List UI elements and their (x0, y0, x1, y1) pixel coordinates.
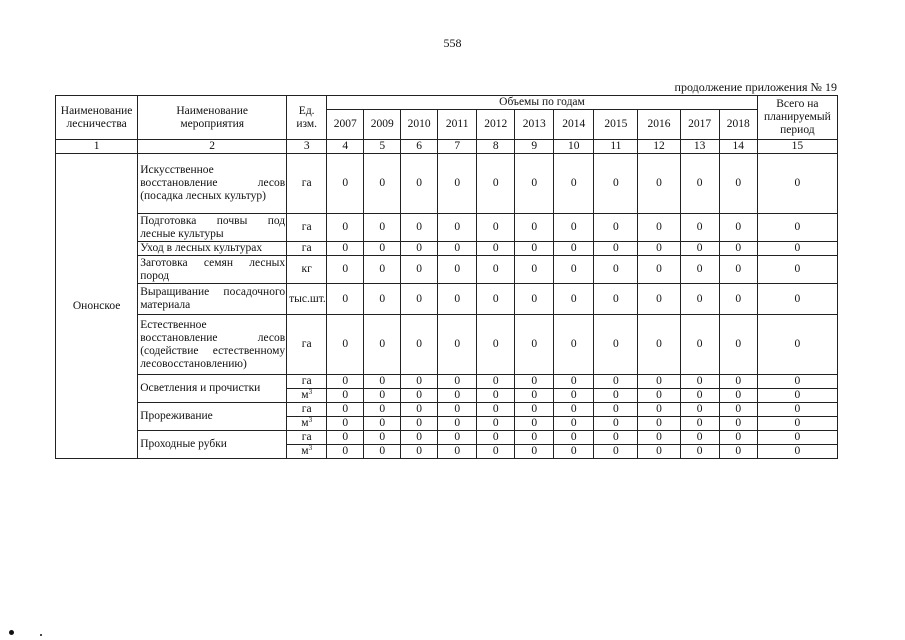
value-cell: 0 (401, 284, 438, 315)
value-cell: 0 (719, 242, 757, 256)
unit-cell: кг (287, 256, 327, 284)
value-cell: 0 (401, 375, 438, 389)
value-cell: 0 (680, 375, 719, 389)
value-cell: 0 (401, 403, 438, 417)
year-header: 2007 (327, 110, 364, 140)
activity-name: Уход в лесных культурах (138, 242, 287, 256)
value-cell: 0 (594, 256, 638, 284)
value-cell: 0 (638, 375, 680, 389)
page-number: 558 (443, 36, 462, 50)
value-cell: 0 (327, 431, 364, 445)
value-cell: 0 (327, 154, 364, 214)
value-cell: 0 (438, 214, 477, 242)
value-cell: 0 (554, 284, 594, 315)
value-cell: 0 (594, 375, 638, 389)
table-body (56, 154, 838, 459)
value-cell: 0 (554, 242, 594, 256)
value-cell: 0 (438, 315, 477, 375)
value-cell: 0 (477, 389, 515, 403)
value-cell: 0 (438, 256, 477, 284)
table-row (56, 154, 838, 214)
column-number: 11 (594, 140, 638, 154)
value-cell: 0 (638, 431, 680, 445)
value-cell: 0 (401, 242, 438, 256)
value-cell: 0 (554, 315, 594, 375)
value-cell: 0 (638, 445, 680, 459)
total-cell: 0 (757, 154, 837, 214)
value-cell: 0 (438, 417, 477, 431)
table-row (56, 315, 838, 375)
scan-mark (9, 630, 14, 635)
value-cell: 0 (477, 284, 515, 315)
value-cell: 0 (594, 445, 638, 459)
value-cell: 0 (638, 242, 680, 256)
header-activity: Наименование мероприятия (138, 96, 287, 140)
value-cell: 0 (477, 214, 515, 242)
value-cell: 0 (594, 403, 638, 417)
value-cell: 0 (327, 403, 364, 417)
value-cell: 0 (554, 375, 594, 389)
unit-cell: га (287, 214, 327, 242)
unit-cell: $м^3$ (287, 417, 327, 431)
value-cell: 0 (638, 154, 680, 214)
value-cell: 0 (719, 445, 757, 459)
column-number: 13 (680, 140, 719, 154)
year-header: 2016 (638, 110, 680, 140)
column-number: 9 (515, 140, 554, 154)
value-cell: 0 (594, 284, 638, 315)
value-cell: 0 (477, 315, 515, 375)
appendix-continuation-note: продолжение приложения № 19 (674, 80, 837, 94)
year-header: 2018 (719, 110, 757, 140)
unit-cell: $м^3$ (287, 389, 327, 403)
value-cell: 0 (719, 315, 757, 375)
value-cell: 0 (554, 403, 594, 417)
value-cell: 0 (364, 315, 401, 375)
value-cell: 0 (638, 214, 680, 242)
total-cell: 0 (757, 375, 837, 389)
value-cell: 0 (515, 315, 554, 375)
value-cell: 0 (515, 154, 554, 214)
value-cell: 0 (638, 284, 680, 315)
total-cell: 0 (757, 214, 837, 242)
value-cell: 0 (401, 445, 438, 459)
activity-name: Выращивание посадочного материала (138, 284, 287, 315)
value-cell: 0 (719, 389, 757, 403)
value-cell: 0 (719, 284, 757, 315)
year-header: 2017 (680, 110, 719, 140)
value-cell: 0 (680, 445, 719, 459)
table-row (56, 375, 838, 389)
unit-cell: га (287, 375, 327, 389)
header-unit: Ед. изм. (287, 96, 327, 140)
column-number: 3 (287, 140, 327, 154)
scan-mark (40, 634, 42, 636)
total-cell: 0 (757, 417, 837, 431)
header-volumes: Объемы по годам (327, 96, 758, 110)
value-cell: 0 (719, 375, 757, 389)
column-number: 15 (757, 140, 837, 154)
value-cell: 0 (401, 431, 438, 445)
column-number: 14 (719, 140, 757, 154)
value-cell: 0 (327, 256, 364, 284)
value-cell: 0 (680, 154, 719, 214)
value-cell: 0 (327, 284, 364, 315)
value-cell: 0 (438, 389, 477, 403)
value-cell: 0 (680, 256, 719, 284)
value-cell: 0 (364, 256, 401, 284)
value-cell: 0 (477, 154, 515, 214)
forestry-name: Ононское (56, 154, 138, 459)
value-cell: 0 (327, 417, 364, 431)
header-forestry: Наименование лесничества (56, 96, 138, 140)
value-cell: 0 (515, 242, 554, 256)
header-column-numbers-row (56, 140, 838, 154)
value-cell: 0 (554, 431, 594, 445)
total-cell: 0 (757, 431, 837, 445)
value-cell: 0 (638, 389, 680, 403)
activity-name: Подготовка почвы под лесные культуры (138, 214, 287, 242)
unit-cell: га (287, 403, 327, 417)
value-cell: 0 (438, 445, 477, 459)
value-cell: 0 (477, 256, 515, 284)
value-cell: 0 (680, 403, 719, 417)
year-header: 2013 (515, 110, 554, 140)
column-number: 10 (554, 140, 594, 154)
value-cell: 0 (364, 214, 401, 242)
column-number: 1 (56, 140, 138, 154)
table-row (56, 403, 838, 417)
value-cell: 0 (594, 214, 638, 242)
value-cell: 0 (638, 403, 680, 417)
year-header: 2012 (477, 110, 515, 140)
value-cell: 0 (515, 445, 554, 459)
value-cell: 0 (364, 445, 401, 459)
value-cell: 0 (477, 431, 515, 445)
value-cell: 0 (438, 431, 477, 445)
value-cell: 0 (515, 403, 554, 417)
value-cell: 0 (477, 375, 515, 389)
column-number: 4 (327, 140, 364, 154)
year-header: 2009 (364, 110, 401, 140)
value-cell: 0 (438, 242, 477, 256)
value-cell: 0 (594, 315, 638, 375)
value-cell: 0 (515, 389, 554, 403)
value-cell: 0 (680, 431, 719, 445)
value-cell: 0 (515, 256, 554, 284)
unit-cell: га (287, 242, 327, 256)
total-cell: 0 (757, 445, 837, 459)
activity-name: Искусственное восстановление лесов (посадка лесных культур) (138, 154, 287, 214)
value-cell: 0 (554, 445, 594, 459)
value-cell: 0 (554, 417, 594, 431)
value-cell: 0 (477, 417, 515, 431)
activity-name: Проходные рубки (138, 431, 287, 459)
year-header: 2011 (438, 110, 477, 140)
value-cell: 0 (719, 154, 757, 214)
value-cell: 0 (680, 214, 719, 242)
table-row (56, 214, 838, 242)
total-cell: 0 (757, 403, 837, 417)
activity-name: Естественное восстановление лесов (содействие естественному лесовосстановлению) (138, 315, 287, 375)
total-cell: 0 (757, 389, 837, 403)
value-cell: 0 (401, 315, 438, 375)
unit-cell: га (287, 154, 327, 214)
value-cell: 0 (515, 284, 554, 315)
value-cell: 0 (401, 154, 438, 214)
value-cell: 0 (638, 417, 680, 431)
column-number: 7 (438, 140, 477, 154)
value-cell: 0 (638, 256, 680, 284)
value-cell: 0 (327, 242, 364, 256)
value-cell: 0 (364, 403, 401, 417)
total-cell: 0 (757, 284, 837, 315)
value-cell: 0 (364, 431, 401, 445)
value-cell: 0 (364, 417, 401, 431)
forestry-activities-table (55, 95, 838, 459)
value-cell: 0 (594, 417, 638, 431)
column-number: 5 (364, 140, 401, 154)
unit-cell: га (287, 315, 327, 375)
value-cell: 0 (719, 403, 757, 417)
column-number: 8 (477, 140, 515, 154)
value-cell: 0 (327, 389, 364, 403)
value-cell: 0 (364, 389, 401, 403)
value-cell: 0 (719, 417, 757, 431)
value-cell: 0 (401, 256, 438, 284)
value-cell: 0 (364, 154, 401, 214)
activity-name: Прореживание (138, 403, 287, 431)
column-number: 2 (138, 140, 287, 154)
table-row (56, 431, 838, 445)
table-row (56, 284, 838, 315)
column-number: 6 (401, 140, 438, 154)
value-cell: 0 (477, 242, 515, 256)
value-cell: 0 (594, 154, 638, 214)
value-cell: 0 (680, 389, 719, 403)
value-cell: 0 (438, 375, 477, 389)
value-cell: 0 (719, 256, 757, 284)
value-cell: 0 (438, 284, 477, 315)
value-cell: 0 (638, 315, 680, 375)
value-cell: 0 (401, 389, 438, 403)
total-cell: 0 (757, 256, 837, 284)
value-cell: 0 (401, 417, 438, 431)
unit-cell: тыс.шт. (287, 284, 327, 315)
value-cell: 0 (554, 256, 594, 284)
value-cell: 0 (515, 214, 554, 242)
year-header: 2014 (554, 110, 594, 140)
value-cell: 0 (594, 389, 638, 403)
value-cell: 0 (680, 315, 719, 375)
value-cell: 0 (327, 375, 364, 389)
value-cell: 0 (327, 445, 364, 459)
activity-name: Заготовка семян лесных пород (138, 256, 287, 284)
value-cell: 0 (438, 154, 477, 214)
value-cell: 0 (554, 214, 594, 242)
value-cell: 0 (680, 417, 719, 431)
header-total: Всего на планируемый период (757, 96, 837, 140)
value-cell: 0 (719, 431, 757, 445)
value-cell: 0 (477, 403, 515, 417)
value-cell: 0 (594, 431, 638, 445)
value-cell: 0 (680, 284, 719, 315)
value-cell: 0 (364, 284, 401, 315)
unit-cell: $м^3$ (287, 445, 327, 459)
value-cell: 0 (327, 315, 364, 375)
value-cell: 0 (594, 242, 638, 256)
year-header: 2010 (401, 110, 438, 140)
value-cell: 0 (438, 403, 477, 417)
total-cell: 0 (757, 315, 837, 375)
value-cell: 0 (554, 154, 594, 214)
column-number: 12 (638, 140, 680, 154)
table-row (56, 256, 838, 284)
activity-name: Осветления и прочистки (138, 375, 287, 403)
total-cell: 0 (757, 242, 837, 256)
value-cell: 0 (364, 242, 401, 256)
value-cell: 0 (477, 445, 515, 459)
value-cell: 0 (327, 214, 364, 242)
value-cell: 0 (401, 214, 438, 242)
value-cell: 0 (515, 431, 554, 445)
value-cell: 0 (364, 375, 401, 389)
table-row (56, 242, 838, 256)
value-cell: 0 (680, 242, 719, 256)
year-header: 2015 (594, 110, 638, 140)
unit-cell: га (287, 431, 327, 445)
value-cell: 0 (515, 417, 554, 431)
value-cell: 0 (719, 214, 757, 242)
table-header (56, 96, 838, 154)
value-cell: 0 (554, 389, 594, 403)
value-cell: 0 (515, 375, 554, 389)
